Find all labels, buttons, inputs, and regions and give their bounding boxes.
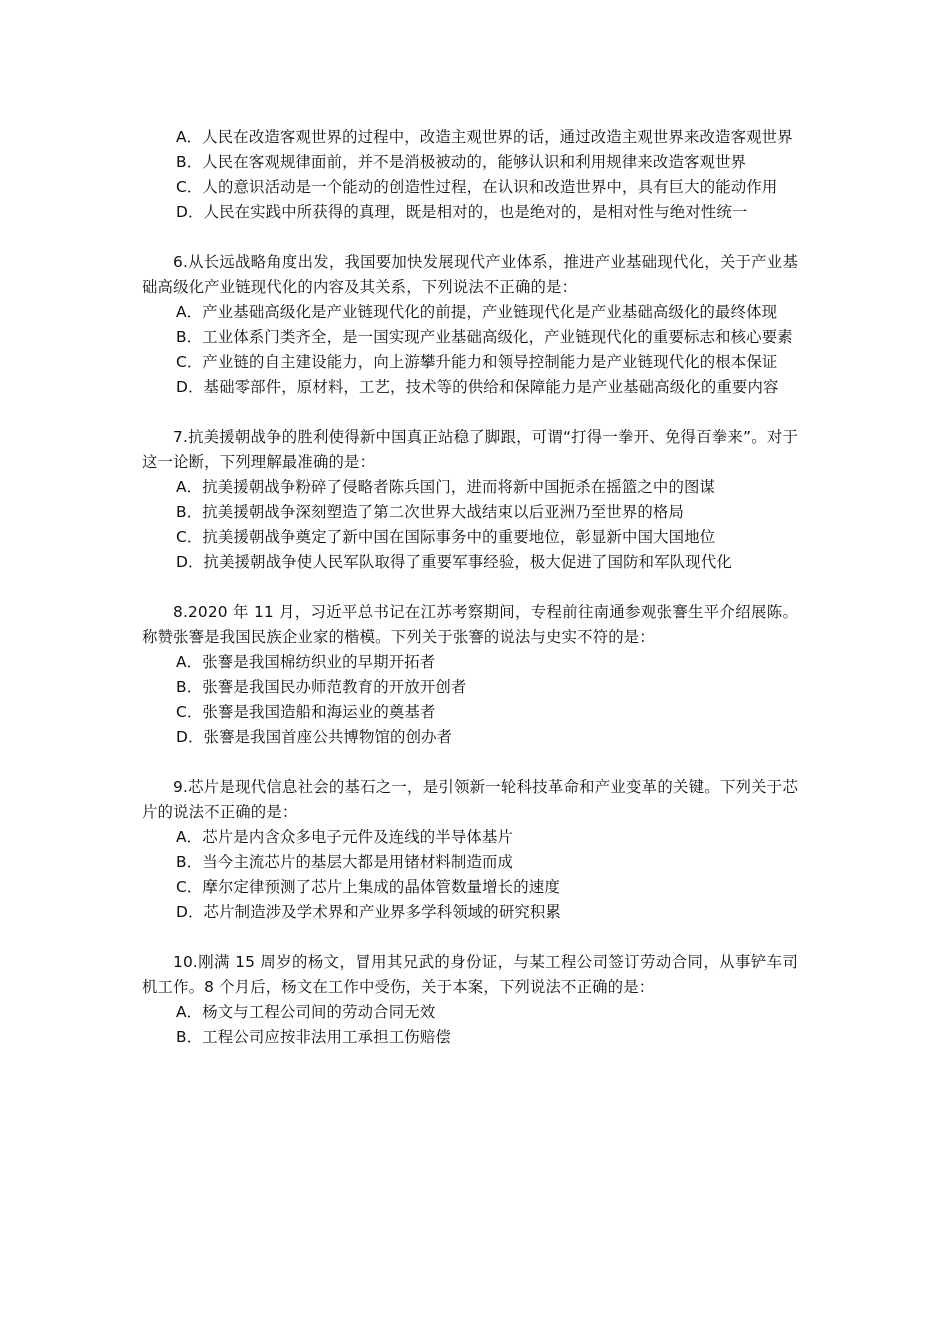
question-10-option-b: B．工程公司应按非法用工承担工伤赔偿 bbox=[176, 1028, 451, 1046]
question-7-option-c: C．抗美援朝战争奠定了新中国在国际事务中的重要地位，彰显新中国大国地位 bbox=[176, 528, 716, 546]
question-10 bbox=[142, 950, 798, 1050]
spacer bbox=[142, 750, 798, 775]
spacer bbox=[142, 575, 798, 600]
question-8 bbox=[142, 600, 798, 750]
question-7 bbox=[142, 425, 798, 575]
question-9-stem: 9.芯片是现代信息社会的基石之一，是引领新一轮科技革命和产业变革的关键。下列关于芯片的说法不正确的是： bbox=[142, 778, 798, 821]
question-6-option-c: C．产业链的自主建设能力，向上游攀升能力和领导控制能力是产业链现代化的根本保证 bbox=[176, 353, 778, 371]
spacer bbox=[142, 225, 798, 250]
question-7-stem: 7.抗美援朝战争的胜利使得新中国真正站稳了脚跟，可谓“打得一拳开、免得百拳来”。对于这一论断，下列理解最准确的是： bbox=[142, 428, 798, 471]
question-8-option-b: B．张謇是我国民办师范教育的开放开创者 bbox=[176, 678, 467, 696]
question-9-option-b: B．当今主流芯片的基层大都是用锗材料制造而成 bbox=[176, 853, 514, 871]
question-5-option-a: A．人民在改造客观世界的过程中，改造主观世界的话，通过改造主观世界来改造客观世界 bbox=[176, 128, 793, 146]
spacer bbox=[142, 925, 798, 950]
question-10-stem: 10.刚满 15 周岁的杨文，冒用其兄武的身份证，与某工程公司签订劳动合同，从事铲车司机工作。8 个月后，杨文在工作中受伤，关于本案，下列说法不正确的是： bbox=[142, 953, 798, 996]
question-8-option-d: D．张謇是我国首座公共博物馆的创办者 bbox=[176, 728, 453, 746]
question-10-option-a: A．杨文与工程公司间的劳动合同无效 bbox=[176, 1003, 436, 1021]
question-7-option-d: D．抗美援朝战争使人民军队取得了重要军事经验，极大促进了国防和军队现代化 bbox=[176, 553, 732, 571]
question-7-option-a: A．抗美援朝战争粉碎了侵略者陈兵国门，进而将新中国扼杀在摇篮之中的图谋 bbox=[176, 478, 716, 496]
question-9-option-c: C．摩尔定律预测了芯片上集成的晶体管数量增长的速度 bbox=[176, 878, 560, 896]
question-9-option-d: D．芯片制造涉及学术界和产业界多学科领域的研究积累 bbox=[176, 903, 561, 921]
question-8-option-a: A．张謇是我国棉纺织业的早期开拓者 bbox=[176, 653, 436, 671]
question-5-option-b: B．人民在客观规律面前，并不是消极被动的，能够认识和利用规律来改造客观世界 bbox=[176, 153, 747, 171]
question-6-option-a: A．产业基础高级化是产业链现代化的前提，产业链现代化是产业基础高级化的最终体现 bbox=[176, 303, 778, 321]
question-6-option-d: D．基础零部件，原材料，工艺，技术等的供给和保障能力是产业基础高级化的重要内容 bbox=[176, 378, 779, 396]
question-8-stem: 8.2020 年 11 月，习近平总书记在江苏考察期间，专程前往南通参观张謇生平介绍展陈。称赞张謇是我国民族企业家的楷模。下列关于张謇的说法与史实不符的是： bbox=[142, 603, 798, 646]
document-content bbox=[142, 125, 798, 1050]
question-9 bbox=[142, 775, 798, 925]
question-5-options bbox=[142, 125, 798, 225]
question-9-option-a: A．芯片是内含众多电子元件及连线的半导体基片 bbox=[176, 828, 514, 846]
question-7-option-b: B．抗美援朝战争深刻塑造了第二次世界大战结束以后亚洲乃至世界的格局 bbox=[176, 503, 685, 521]
question-6 bbox=[142, 250, 798, 400]
question-6-option-b: B．工业体系门类齐全，是一国实现产业基础高级化，产业链现代化的重要标志和核心要素 bbox=[176, 328, 793, 346]
question-6-stem: 6.从长远战略角度出发，我国要加快发展现代产业体系，推进产业基础现代化，关于产业基础高级化产业链现代化的内容及其关系，下列说法不正确的是： bbox=[142, 253, 798, 296]
question-8-option-c: C．张謇是我国造船和海运业的奠基者 bbox=[176, 703, 436, 721]
question-5-option-d: D．人民在实践中所获得的真理，既是相对的，也是绝对的，是相对性与绝对性统一 bbox=[176, 203, 748, 221]
question-5-option-c: C．人的意识活动是一个能动的创造性过程，在认识和改造世界中，具有巨大的能动作用 bbox=[176, 178, 778, 196]
spacer bbox=[142, 400, 798, 425]
